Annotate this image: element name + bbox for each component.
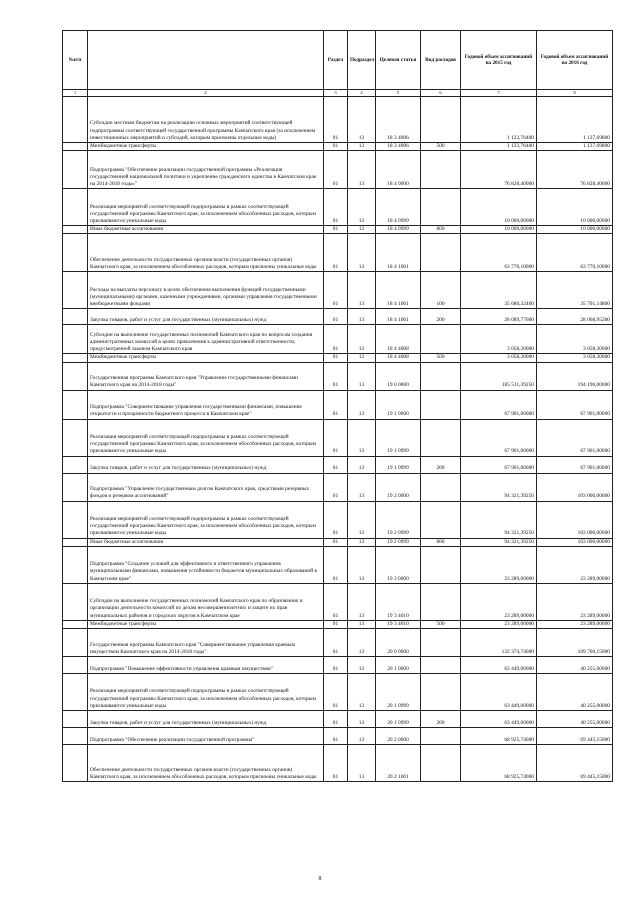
row-number-cell <box>63 309 88 325</box>
table-row <box>63 325 613 354</box>
row-number-cell <box>63 583 88 620</box>
row-2015-cell: 68 925,74000 <box>461 745 537 782</box>
row-2016-cell: 103 000,00000 <box>537 501 613 538</box>
row-2015-cell: 63 449,00000 <box>461 674 537 711</box>
header-2015: Годовой объем ассигнований на 2015 год <box>461 31 537 90</box>
row-2015-cell: 94 321,39250 <box>461 538 537 546</box>
table-row <box>63 354 613 362</box>
row-2016-cell: 69 445,15000 <box>537 745 613 782</box>
row-number-cell <box>63 546 88 583</box>
row-target-article-cell: 18 4 0999 <box>376 189 421 226</box>
row-2016-cell: 109 700,15000 <box>537 629 613 657</box>
row-expense-type-cell <box>421 629 461 657</box>
row-expense-type-cell <box>421 97 461 143</box>
row-target-article-cell: 19 1 0000 <box>376 390 421 419</box>
row-2015-cell: 28 089,77600 <box>461 309 537 325</box>
row-razdel-cell: 01 <box>324 728 348 745</box>
row-number-cell <box>63 143 88 151</box>
row-2016-cell: 28 068,95200 <box>537 309 613 325</box>
row-podrazdel-cell: 13 <box>348 674 376 711</box>
row-name-cell: Подпрограмма "Обеспечение реализации государственной программы" <box>88 728 324 745</box>
row-target-article-cell: 20 1 0000 <box>376 657 421 674</box>
header-num: №п/п <box>63 31 88 90</box>
row-podrazdel-cell: 13 <box>348 620 376 628</box>
row-number-cell <box>63 97 88 143</box>
budget-table-container <box>62 30 612 782</box>
table-row <box>63 620 613 628</box>
row-razdel-cell: 01 <box>324 354 348 362</box>
row-name-cell: Реализация мероприятий соответствующей подпрограммы в рамках соответствующей государственной программы Камчатского края, за исключением обособленных расходов, которым присваиваются уникальные коды <box>88 189 324 226</box>
row-expense-type-cell <box>421 473 461 501</box>
table-row <box>63 419 613 456</box>
row-number-cell <box>63 711 88 728</box>
row-podrazdel-cell: 13 <box>348 272 376 309</box>
row-2016-cell: 3 058,30000 <box>537 354 613 362</box>
column-number: 5 <box>376 90 421 97</box>
row-number-cell <box>63 657 88 674</box>
row-2016-cell: 69 445,15000 <box>537 728 613 745</box>
table-body <box>63 97 613 782</box>
row-razdel-cell: 01 <box>324 583 348 620</box>
row-name-cell: Реализация мероприятий соответствующей подпрограммы в рамках соответствующей государственной программы Камчатского края, за исключением обособленных расходов, которым присваиваются уникальные коды <box>88 501 324 538</box>
budget-allocation-table <box>62 30 613 782</box>
row-target-article-cell: 19 3 4010 <box>376 583 421 620</box>
table-row <box>63 189 613 226</box>
row-number-cell <box>63 473 88 501</box>
row-target-article-cell: 18 4 1001 <box>376 234 421 272</box>
row-expense-type-cell <box>421 362 461 390</box>
row-expense-type-cell <box>421 234 461 272</box>
column-number: 2 <box>88 90 324 97</box>
column-number: 1 <box>63 90 88 97</box>
row-expense-type-cell <box>421 151 461 189</box>
table-row <box>63 151 613 189</box>
row-name-cell: Иные бюджетные ассигнования <box>88 538 324 546</box>
row-name-cell: Реализация мероприятий соответствующей подпрограммы в рамках соответствующей государственной программы Камчатского края, за исключением обособленных расходов, которым присваиваются уникальные коды <box>88 674 324 711</box>
row-razdel-cell: 01 <box>324 143 348 151</box>
table-row <box>63 728 613 745</box>
row-2015-cell: 94 321,39250 <box>461 501 537 538</box>
row-target-article-cell: 20 1 0999 <box>376 674 421 711</box>
row-razdel-cell: 01 <box>324 501 348 538</box>
row-2016-cell: 40 255,00000 <box>537 711 613 728</box>
column-number: 3 <box>324 90 348 97</box>
row-number-cell <box>63 538 88 546</box>
row-podrazdel-cell: 13 <box>348 419 376 456</box>
row-2016-cell: 103 000,00000 <box>537 473 613 501</box>
row-target-article-cell: 20 2 1001 <box>376 745 421 782</box>
row-expense-type-cell <box>421 390 461 419</box>
column-number: 8 <box>537 90 613 97</box>
row-name-cell: Подпрограмма "Управление государственным долгом Камчатского края, средствами резервных фондов и резервом ассигнований" <box>88 473 324 501</box>
row-expense-type-cell <box>421 419 461 456</box>
table-row <box>63 272 613 309</box>
row-target-article-cell: 18 4 1001 <box>376 272 421 309</box>
row-number-cell <box>63 189 88 226</box>
row-2015-cell: 23 289,00000 <box>461 620 537 628</box>
row-expense-type-cell <box>421 501 461 538</box>
table-row <box>63 538 613 546</box>
table-row <box>63 226 613 234</box>
row-name-cell: Закупка товаров, работ и услуг для государственных (муниципальных) нужд <box>88 456 324 473</box>
row-expense-type-cell: 500 <box>421 620 461 628</box>
header-expense-type: Вид расходов <box>421 31 461 90</box>
row-2015-cell: 1 123,76400 <box>461 97 537 143</box>
row-expense-type-cell <box>421 728 461 745</box>
row-number-cell <box>63 501 88 538</box>
row-name-cell: Иные бюджетные ассигнования <box>88 226 324 234</box>
table-row <box>63 473 613 501</box>
row-number-cell <box>63 728 88 745</box>
row-number-cell <box>63 629 88 657</box>
row-2015-cell: 3 058,30000 <box>461 354 537 362</box>
row-2016-cell: 40 255,00000 <box>537 657 613 674</box>
row-podrazdel-cell: 13 <box>348 546 376 583</box>
row-podrazdel-cell: 13 <box>348 143 376 151</box>
row-target-article-cell: 20 2 0000 <box>376 728 421 745</box>
row-podrazdel-cell: 13 <box>348 234 376 272</box>
row-2015-cell: 67 901,00000 <box>461 390 537 419</box>
row-2016-cell: 23 289,00000 <box>537 583 613 620</box>
row-2015-cell: 23 289,00000 <box>461 583 537 620</box>
table-row <box>63 362 613 390</box>
row-podrazdel-cell: 13 <box>348 728 376 745</box>
row-razdel-cell: 01 <box>324 674 348 711</box>
row-2016-cell: 1 137,69800 <box>537 143 613 151</box>
row-2015-cell: 94 321,39250 <box>461 473 537 501</box>
row-name-cell: Субсидии на выполнение государственных полномочий Камчатского края по образованию и организации деятельности комиссий по делам несовершеннолетних и защите их прав муниципальных районов и городских округов в Камчатском крае <box>88 583 324 620</box>
row-target-article-cell: 19 1 0999 <box>376 456 421 473</box>
row-expense-type-cell: 200 <box>421 309 461 325</box>
table-row <box>63 745 613 782</box>
row-2016-cell: 103 000,00000 <box>537 538 613 546</box>
row-expense-type-cell: 200 <box>421 711 461 728</box>
row-razdel-cell: 01 <box>324 362 348 390</box>
row-number-cell <box>63 456 88 473</box>
row-expense-type-cell: 200 <box>421 456 461 473</box>
row-name-cell: Подпрограмма "Повышение эффективности управления краевым имуществом" <box>88 657 324 674</box>
row-2015-cell: 63 449,00000 <box>461 657 537 674</box>
table-row <box>63 143 613 151</box>
header-2016: Годовой объем ассигнований на 2016 год <box>537 31 613 90</box>
row-number-cell <box>63 272 88 309</box>
row-2015-cell: 35 680,32400 <box>461 272 537 309</box>
row-2016-cell: 35 701,14800 <box>537 272 613 309</box>
row-target-article-cell: 18 3 4006 <box>376 143 421 151</box>
row-number-cell <box>63 354 88 362</box>
page-number: 8 <box>318 876 322 882</box>
row-target-article-cell: 18 4 1001 <box>376 309 421 325</box>
row-podrazdel-cell: 13 <box>348 189 376 226</box>
row-razdel-cell: 01 <box>324 226 348 234</box>
row-target-article-cell: 19 3 0000 <box>376 546 421 583</box>
row-razdel-cell: 01 <box>324 538 348 546</box>
row-expense-type-cell: 500 <box>421 143 461 151</box>
table-header-row <box>63 31 613 90</box>
row-name-cell: Закупка товаров, работ и услуг для государственных (муниципальных) нужд <box>88 711 324 728</box>
header-target-article: Целевая статья <box>376 31 421 90</box>
row-razdel-cell: 01 <box>324 657 348 674</box>
row-number-cell <box>63 674 88 711</box>
row-target-article-cell: 18 4 0000 <box>376 151 421 189</box>
row-target-article-cell: 18 4 4008 <box>376 354 421 362</box>
table-row <box>63 629 613 657</box>
column-number-row <box>63 90 613 97</box>
row-name-cell: Подпрограмма "Совершенствование управления государственными финансами, повышение открытости и прозрачности бюджетного процесса в Камчатском крае" <box>88 390 324 419</box>
column-number: 6 <box>421 90 461 97</box>
row-2015-cell: 63 770,10000 <box>461 234 537 272</box>
row-razdel-cell: 01 <box>324 629 348 657</box>
row-2016-cell: 23 289,00000 <box>537 620 613 628</box>
row-2016-cell: 63 770,10000 <box>537 234 613 272</box>
row-podrazdel-cell: 13 <box>348 473 376 501</box>
header-podrazdel: Подраздел <box>348 31 376 90</box>
row-number-cell <box>63 620 88 628</box>
row-2015-cell: 67 901,00000 <box>461 456 537 473</box>
row-expense-type-cell <box>421 583 461 620</box>
row-razdel-cell: 01 <box>324 189 348 226</box>
row-target-article-cell: 19 3 4010 <box>376 620 421 628</box>
table-row <box>63 234 613 272</box>
row-number-cell <box>63 234 88 272</box>
row-target-article-cell: 19 0 0000 <box>376 362 421 390</box>
row-name-cell: Расходы на выплаты персоналу в целях обеспечения выполнения функций государственными (муниципальными) органами, казенными учреждениями, органами управления государственными внебюджетными фондами <box>88 272 324 309</box>
row-podrazdel-cell: 13 <box>348 362 376 390</box>
row-razdel-cell: 01 <box>324 419 348 456</box>
table-row <box>63 674 613 711</box>
row-podrazdel-cell: 13 <box>348 583 376 620</box>
row-podrazdel-cell: 13 <box>348 538 376 546</box>
table-row <box>63 657 613 674</box>
row-name-cell: Подпрограмма "Создание условий для эффективного и ответственного управления муниципальными финансами, повышения устойчивости бюджетов муниципальных образований в Камчатском крае" <box>88 546 324 583</box>
row-number-cell <box>63 151 88 189</box>
row-target-article-cell: 19 1 0999 <box>376 419 421 456</box>
row-number-cell <box>63 325 88 354</box>
row-number-cell <box>63 226 88 234</box>
table-row <box>63 501 613 538</box>
row-name-cell: Реализация мероприятий соответствующей подпрограммы в рамках соответствующей государственной программы Камчатского края, за исключением обособленных расходов, которым присваиваются уникальные коды <box>88 419 324 456</box>
row-2016-cell: 76 828,40000 <box>537 151 613 189</box>
row-name-cell: Обеспечение деятельности государственных органов власти (государственных органов) Камчатского края, за исключением обособленных расходов, которым присвоены уникальные коды <box>88 234 324 272</box>
row-target-article-cell: 19 2 0999 <box>376 538 421 546</box>
row-razdel-cell: 01 <box>324 272 348 309</box>
row-target-article-cell: 18 3 4006 <box>376 97 421 143</box>
row-2016-cell: 10 000,00000 <box>537 226 613 234</box>
row-target-article-cell: 19 2 0000 <box>376 473 421 501</box>
row-2016-cell: 67 901,00000 <box>537 390 613 419</box>
row-2015-cell: 1 123,76400 <box>461 143 537 151</box>
row-podrazdel-cell: 13 <box>348 97 376 143</box>
row-podrazdel-cell: 13 <box>348 354 376 362</box>
table-row <box>63 456 613 473</box>
row-podrazdel-cell: 13 <box>348 325 376 354</box>
table-row <box>63 711 613 728</box>
row-2015-cell: 76 828,40000 <box>461 151 537 189</box>
row-podrazdel-cell: 13 <box>348 226 376 234</box>
row-expense-type-cell <box>421 325 461 354</box>
row-podrazdel-cell: 13 <box>348 390 376 419</box>
row-2016-cell: 1 137,69800 <box>537 97 613 143</box>
row-target-article-cell: 19 2 0999 <box>376 501 421 538</box>
row-podrazdel-cell: 13 <box>348 309 376 325</box>
row-expense-type-cell <box>421 189 461 226</box>
table-row <box>63 583 613 620</box>
row-podrazdel-cell: 13 <box>348 151 376 189</box>
row-2015-cell: 3 058,30000 <box>461 325 537 354</box>
row-2016-cell: 194 190,00000 <box>537 362 613 390</box>
row-razdel-cell: 01 <box>324 620 348 628</box>
row-podrazdel-cell: 13 <box>348 456 376 473</box>
row-expense-type-cell: 500 <box>421 354 461 362</box>
row-razdel-cell: 01 <box>324 456 348 473</box>
row-expense-type-cell <box>421 674 461 711</box>
row-2015-cell: 63 449,00000 <box>461 711 537 728</box>
table-row <box>63 546 613 583</box>
row-2015-cell: 132 374,74000 <box>461 629 537 657</box>
row-expense-type-cell: 800 <box>421 226 461 234</box>
row-target-article-cell: 20 0 0000 <box>376 629 421 657</box>
row-expense-type-cell: 100 <box>421 272 461 309</box>
row-2016-cell: 10 000,00000 <box>537 189 613 226</box>
row-podrazdel-cell: 13 <box>348 711 376 728</box>
row-razdel-cell: 01 <box>324 390 348 419</box>
row-name-cell: Закупка товаров, работ и услуг для государственных (муниципальных) нужд <box>88 309 324 325</box>
row-name-cell: Обеспечение деятельности государственных органов власти (государственных органов) Камчатского края, за исключением обособленных расходов, которым присвоены уникальные коды <box>88 745 324 782</box>
row-name-cell: Подпрограмма "Обеспечение реализации государственной программы «Реализация государственной национальной политики и укрепление гражданского единства в Камчатском крае на 2014-2018 годы»" <box>88 151 324 189</box>
table-row <box>63 97 613 143</box>
row-name-cell: Субсидии местным бюджетам на реализацию основных мероприятий соответствующей подпрограммы соответствующей государственной программы Камчатского края (за исключением инвестиционных мероприятий и субсидий, которым присвоены отдельные коды) <box>88 97 324 143</box>
row-target-article-cell: 18 4 0999 <box>376 226 421 234</box>
table-row <box>63 390 613 419</box>
row-2015-cell: 10 000,00000 <box>461 189 537 226</box>
row-name-cell: Межбюджетные трансферты <box>88 354 324 362</box>
row-name-cell: Межбюджетные трансферты <box>88 620 324 628</box>
row-number-cell <box>63 745 88 782</box>
row-2015-cell: 67 901,00000 <box>461 419 537 456</box>
row-razdel-cell: 01 <box>324 546 348 583</box>
row-razdel-cell: 01 <box>324 234 348 272</box>
row-podrazdel-cell: 13 <box>348 501 376 538</box>
row-2015-cell: 185 511,39250 <box>461 362 537 390</box>
row-2016-cell: 40 255,00000 <box>537 674 613 711</box>
row-expense-type-cell <box>421 546 461 583</box>
row-target-article-cell: 20 1 0999 <box>376 711 421 728</box>
row-name-cell: Субсидии на выполнение государственных полномочий Камчатского края по вопросам создания административных комиссий в целях привлечения к административной ответственности, предусмотренной законом Камчатского края <box>88 325 324 354</box>
row-2015-cell: 23 289,00000 <box>461 546 537 583</box>
column-number: 4 <box>348 90 376 97</box>
row-razdel-cell: 01 <box>324 325 348 354</box>
row-target-article-cell: 18 4 4008 <box>376 325 421 354</box>
row-number-cell <box>63 390 88 419</box>
row-razdel-cell: 01 <box>324 309 348 325</box>
row-number-cell <box>63 362 88 390</box>
row-expense-type-cell: 800 <box>421 538 461 546</box>
row-razdel-cell: 01 <box>324 745 348 782</box>
row-name-cell: Государственная программа Камчатского края "Совершенствование управления краевым имуществом Камчатского края на 2014-2018 годы" <box>88 629 324 657</box>
column-number: 7 <box>461 90 537 97</box>
row-razdel-cell: 01 <box>324 97 348 143</box>
row-2015-cell: 10 000,00000 <box>461 226 537 234</box>
row-razdel-cell: 01 <box>324 151 348 189</box>
row-name-cell: Межбюджетные трансферты <box>88 143 324 151</box>
row-number-cell <box>63 419 88 456</box>
row-2016-cell: 67 901,00000 <box>537 456 613 473</box>
row-2016-cell: 23 289,00000 <box>537 546 613 583</box>
row-razdel-cell: 01 <box>324 711 348 728</box>
row-razdel-cell: 01 <box>324 473 348 501</box>
header-razdel: Раздел <box>324 31 348 90</box>
row-podrazdel-cell: 13 <box>348 657 376 674</box>
row-expense-type-cell <box>421 745 461 782</box>
row-podrazdel-cell: 13 <box>348 745 376 782</box>
row-expense-type-cell <box>421 657 461 674</box>
row-name-cell: Государственная программа Камчатского края "Управление государственными финансами Камчатского края на 2014-2018 годы" <box>88 362 324 390</box>
row-podrazdel-cell: 13 <box>348 629 376 657</box>
row-2015-cell: 68 925,74000 <box>461 728 537 745</box>
row-2016-cell: 67 901,00000 <box>537 419 613 456</box>
header-name <box>88 31 324 90</box>
row-2016-cell: 3 058,30000 <box>537 325 613 354</box>
table-row <box>63 309 613 325</box>
